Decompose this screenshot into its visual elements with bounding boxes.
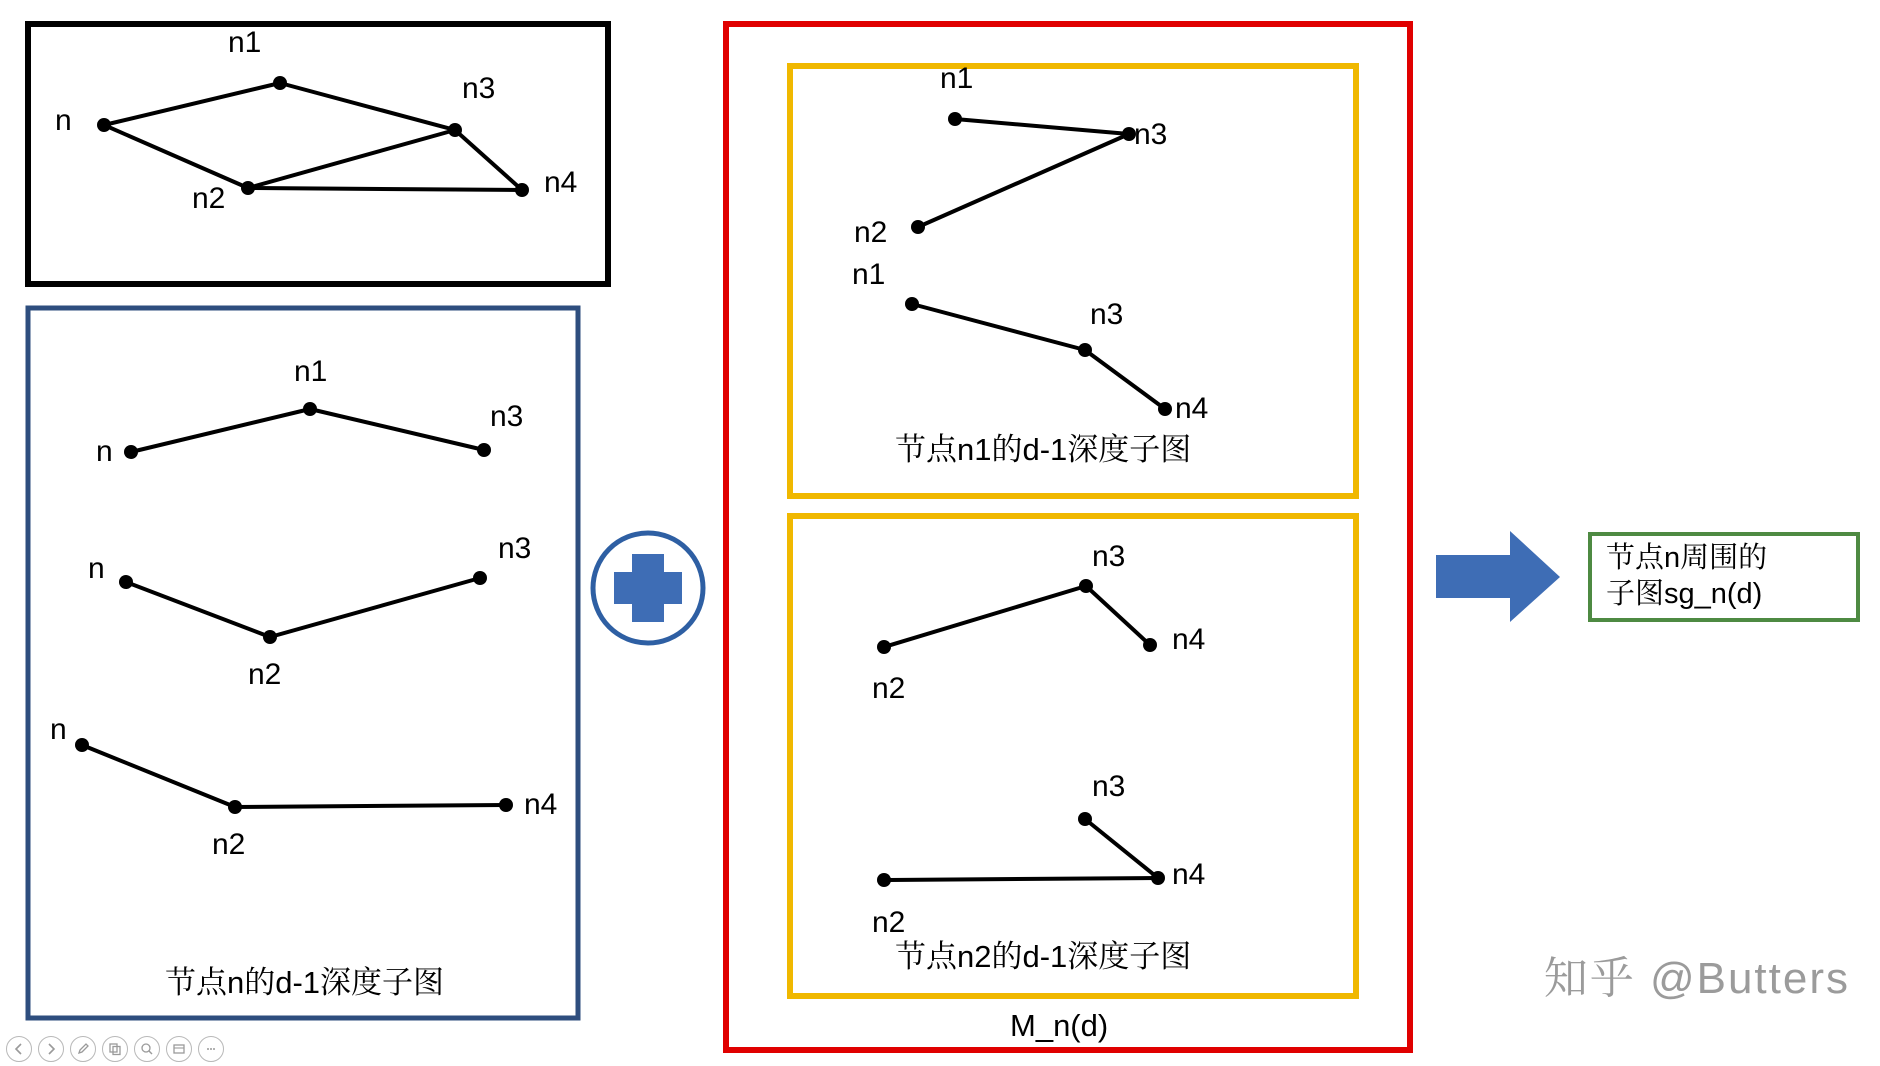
rb-row1-label-n2: n2 [872, 672, 906, 705]
panel-icon[interactable] [166, 1036, 192, 1062]
rt-row1-label-n2: n2 [854, 216, 888, 249]
rb-row2-label-n3: n3 [1092, 770, 1126, 803]
rt-row2-label-n1: n1 [852, 258, 886, 291]
rb-row1-label-n4: n4 [1172, 623, 1206, 656]
left-row1-label-n3: n3 [490, 400, 524, 433]
right-bottom-caption: 节点n2的d-1深度子图 [895, 939, 1192, 974]
rt-row2-label-n3: n3 [1090, 298, 1124, 331]
previous-icon[interactable] [6, 1036, 32, 1062]
result-line-1: 节点n周围的 [1606, 542, 1768, 574]
left-row3-label-n2: n2 [212, 828, 246, 861]
right-outer-caption: M_n(d) [1010, 1008, 1109, 1043]
copy-icon[interactable] [102, 1036, 128, 1062]
rb-row2-label-n2: n2 [872, 906, 906, 939]
rt-row1-label-n3: n3 [1134, 118, 1168, 151]
original-graph-panel [28, 24, 608, 284]
more-icon[interactable] [198, 1036, 224, 1062]
plus-operator [593, 533, 703, 643]
left-row3-label-n: n [50, 713, 67, 746]
left-row1-label-n1: n1 [294, 355, 328, 388]
watermark: 知乎 @Butters [1543, 954, 1850, 1003]
search-icon[interactable] [134, 1036, 160, 1062]
rb-row1-label-n3: n3 [1092, 540, 1126, 573]
pen-icon[interactable] [70, 1036, 96, 1062]
node-label-n1: n1 [228, 26, 262, 59]
rt-row1-label-n1: n1 [940, 62, 974, 95]
left-row3-label-n4: n4 [524, 788, 558, 821]
rt-row2-label-n4: n4 [1175, 392, 1209, 425]
result-line-2: 子图sg_n(d) [1606, 578, 1763, 610]
node-label-n4: n4 [544, 166, 578, 199]
play-icon[interactable] [38, 1036, 64, 1062]
node-label-n: n [55, 104, 72, 137]
left-row1-label-n: n [96, 435, 113, 468]
left-row2-label-n2: n2 [248, 658, 282, 691]
left-row2-label-n3: n3 [498, 532, 532, 565]
left-row2-label-n: n [88, 552, 105, 585]
left-panel-caption: 节点n的d-1深度子图 [165, 965, 445, 1000]
arrow-right-icon [1436, 531, 1560, 622]
node-label-n3: n3 [462, 72, 496, 105]
bottom-toolbar[interactable] [6, 1036, 224, 1062]
rb-row2-label-n4: n4 [1172, 858, 1206, 891]
node-label-n2: n2 [192, 182, 226, 215]
right-top-caption: 节点n1的d-1深度子图 [895, 432, 1192, 467]
